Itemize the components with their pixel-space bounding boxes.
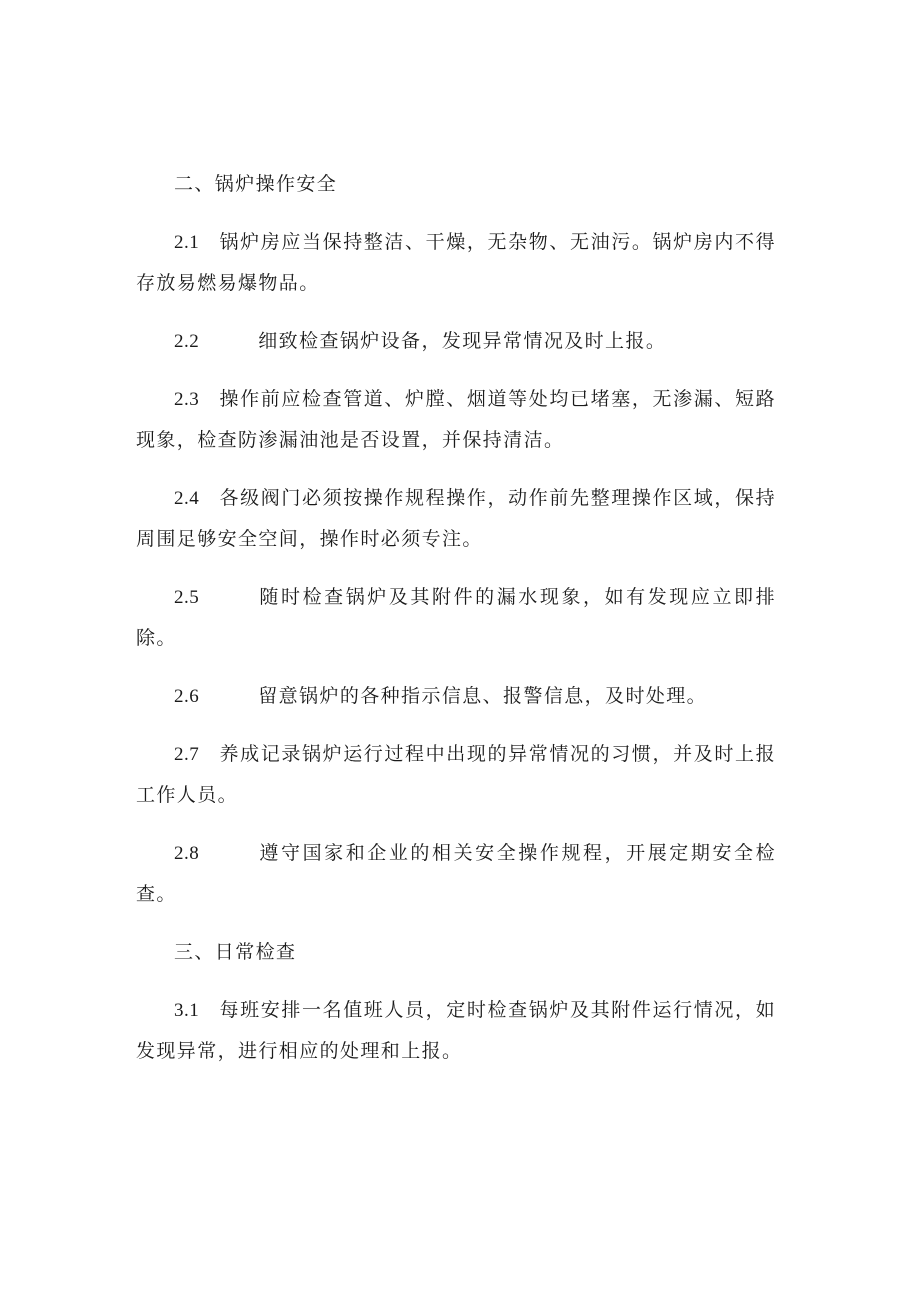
clause-text: 留意锅炉的各种指示信息、报警信息，及时处理。 xyxy=(258,685,708,707)
clause-number: 3.1 xyxy=(174,1000,200,1021)
section-heading: 三、日常检查 xyxy=(174,941,297,963)
clause-2-7 xyxy=(136,734,776,816)
clause-number: 2.2 xyxy=(174,331,200,352)
clause-2-2 xyxy=(136,321,776,362)
clause-number: 2.4 xyxy=(174,488,200,509)
clause-text: 养成记录锅炉运行过程中出现的异常情况的习惯，并及时上报工作人员。 xyxy=(136,743,776,806)
clause-2-6 xyxy=(136,676,776,717)
clause-2-5 xyxy=(136,577,776,659)
clause-number: 2.8 xyxy=(174,843,200,864)
clause-text: 各级阀门必须按操作规程操作，动作前先整理操作区域，保持周围足够安全空间，操作时必须专注。 xyxy=(136,487,776,550)
clause-number: 2.7 xyxy=(174,744,200,765)
clause-number: 2.1 xyxy=(174,232,200,253)
section-heading: 二、锅炉操作安全 xyxy=(174,173,338,195)
clause-text: 锅炉房应当保持整洁、干燥，无杂物、无油污。锅炉房内不得存放易燃易爆物品。 xyxy=(136,231,776,294)
document-body xyxy=(136,164,776,1089)
clause-number: 2.3 xyxy=(174,389,200,410)
clause-number: 2.5 xyxy=(174,587,200,608)
clause-2-8 xyxy=(136,833,776,915)
clause-text: 每班安排一名值班人员，定时检查锅炉及其附件运行情况，如发现异常，进行相应的处理和上报。 xyxy=(136,999,776,1062)
clause-text: 操作前应检查管道、炉膛、烟道等处均已堵塞，无渗漏、短路现象，检查防渗漏油池是否设置，并保持清洁。 xyxy=(136,388,776,451)
clause-3-1 xyxy=(136,990,776,1072)
clause-text: 遵守国家和企业的相关安全操作规程，开展定期安全检查。 xyxy=(136,842,776,905)
clause-2-3 xyxy=(136,379,776,461)
clause-text: 细致检查锅炉设备，发现异常情况及时上报。 xyxy=(258,330,667,352)
clause-number: 2.6 xyxy=(174,686,200,707)
clause-2-4 xyxy=(136,478,776,560)
clause-text: 随时检查锅炉及其附件的漏水现象，如有发现应立即排除。 xyxy=(136,586,776,649)
clause-2-1 xyxy=(136,222,776,304)
